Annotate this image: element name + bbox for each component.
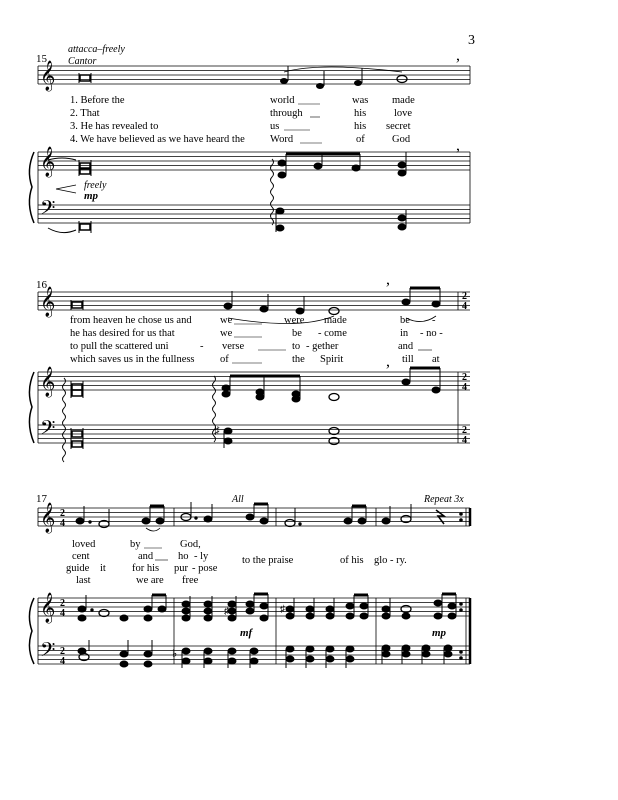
lyric: Spirit: [320, 354, 344, 365]
refrain-lyric: glo: [374, 555, 388, 566]
bass-clef-icon: 𝄢: [40, 640, 56, 666]
breath-mark: ,: [456, 137, 460, 154]
lyric: - pose: [192, 563, 218, 574]
lyric: by: [130, 539, 141, 550]
page-number: 3: [468, 33, 475, 48]
time-signature: 2: [60, 508, 65, 519]
system-2: [29, 271, 470, 462]
tempo-marking: attacca–freely: [68, 44, 125, 55]
time-signature: 4: [462, 382, 467, 393]
refrain-lyric: - ry.: [390, 555, 407, 566]
bass-clef-icon: 𝄢: [40, 198, 56, 224]
treble-clef-icon: 𝄞: [40, 287, 56, 316]
lyric: -: [432, 315, 436, 326]
lyric: in: [400, 328, 409, 339]
lyric: 1. Before the: [70, 95, 125, 106]
lyric: made: [392, 95, 415, 106]
treble-clef-icon: 𝄞: [40, 147, 56, 176]
freely-marking: freely: [84, 180, 107, 191]
lyric: 2. That: [70, 108, 100, 119]
svg-text:♯: ♯: [280, 604, 285, 615]
lyric: us: [270, 121, 280, 132]
lyric: till: [402, 354, 414, 365]
svg-text:♯: ♯: [224, 606, 229, 617]
lyric: his: [354, 108, 367, 119]
lyric: be: [292, 328, 302, 339]
treble-clef-icon: 𝄞: [40, 503, 56, 532]
lyric: last: [76, 575, 91, 586]
lyric: for his: [132, 563, 160, 574]
piano-notes: [63, 368, 441, 462]
measure-number: 16: [36, 279, 47, 291]
vocal-notes: [76, 502, 462, 531]
lyric: -: [200, 341, 204, 352]
lyric: ho: [178, 551, 189, 562]
treble-clef-icon: 𝄞: [40, 61, 56, 90]
lyric: it: [100, 563, 106, 574]
refrain-lyric: to the praise: [242, 555, 294, 566]
lyrics-verses: [70, 95, 415, 145]
lyric: God,: [180, 539, 201, 550]
lyric: he has desired for us that: [70, 328, 175, 339]
repeat-label: Repeat 3x: [424, 494, 464, 505]
lyric: to: [292, 341, 301, 352]
lyric: loved: [72, 539, 96, 550]
svg-text:2: 2: [60, 598, 65, 609]
system-1: [29, 44, 470, 233]
lyric: we: [220, 315, 233, 326]
treble-clef-icon: 𝄞: [40, 367, 56, 396]
lyric: verse: [222, 341, 245, 352]
lyric: we are: [136, 575, 164, 586]
time-signature: 4: [462, 435, 467, 446]
lyric: which saves us in the fullness: [70, 354, 195, 365]
time-signature: 4: [60, 518, 65, 529]
lyric: was: [352, 95, 369, 106]
all-label: All: [232, 494, 244, 505]
lyric: and: [138, 551, 154, 562]
measure-number: 15: [36, 53, 47, 65]
lyric: Word: [270, 134, 294, 145]
system-3: [29, 493, 470, 668]
lyric: secret: [386, 121, 411, 132]
lyric: his: [354, 121, 367, 132]
lyric: love: [394, 108, 413, 119]
treble-clef-icon: 𝄞: [40, 593, 56, 622]
piano-notes: [48, 152, 406, 233]
svg-text:♭: ♭: [172, 648, 178, 660]
lyric: be: [400, 315, 410, 326]
lyric: - gether: [306, 341, 339, 352]
time-signatures: [60, 598, 65, 667]
breath-mark: ,: [386, 271, 390, 288]
refrain-lyric: of his: [340, 555, 364, 566]
lyric: through: [270, 108, 303, 119]
cantor-notes: [79, 47, 460, 89]
dynamic-mark: mp: [84, 190, 99, 202]
lyric: guide: [66, 563, 90, 574]
lyric: pur: [174, 563, 188, 574]
lyric: 4. We have believed as we have heard the: [70, 134, 245, 145]
time-signature: 2: [462, 425, 467, 436]
lyric: at: [432, 354, 440, 365]
voice-label: Cantor: [68, 56, 97, 67]
svg-text:2: 2: [60, 646, 65, 657]
dynamic-mark: mf: [240, 627, 253, 639]
lyric: - ly: [194, 551, 209, 562]
time-signature: 4: [462, 301, 467, 312]
lyric: made: [324, 315, 347, 326]
lyric: of: [220, 354, 229, 365]
svg-text:♯: ♯: [214, 425, 220, 437]
lyric: world: [270, 95, 295, 106]
lyric: free: [182, 575, 199, 586]
lyric: the: [292, 354, 305, 365]
lyric: and: [398, 341, 414, 352]
dynamic-mark: mp: [432, 627, 447, 639]
lyric: God: [392, 134, 411, 145]
lyric: 3. He has revealed to: [70, 121, 159, 132]
lyric: we: [220, 328, 233, 339]
lyric: cent: [72, 551, 90, 562]
lyric: from heaven he chose us and: [70, 315, 192, 326]
lyric: of: [356, 134, 365, 145]
lyric: to pull the scattered uni: [70, 341, 169, 352]
svg-text:,: ,: [456, 47, 460, 64]
time-signature: 2: [462, 291, 467, 302]
svg-text:4: 4: [60, 608, 65, 619]
bass-clef-icon: 𝄢: [40, 418, 56, 444]
breath-mark: ,: [386, 353, 390, 370]
lyrics-verses: [66, 539, 407, 586]
lyric: were: [284, 315, 305, 326]
lyric: - no -: [420, 328, 443, 339]
svg-text:4: 4: [60, 656, 65, 667]
time-signature: 2: [462, 372, 467, 383]
piano-notes: [78, 594, 462, 668]
lyric: - come: [318, 328, 347, 339]
measure-number: 17: [36, 493, 47, 505]
